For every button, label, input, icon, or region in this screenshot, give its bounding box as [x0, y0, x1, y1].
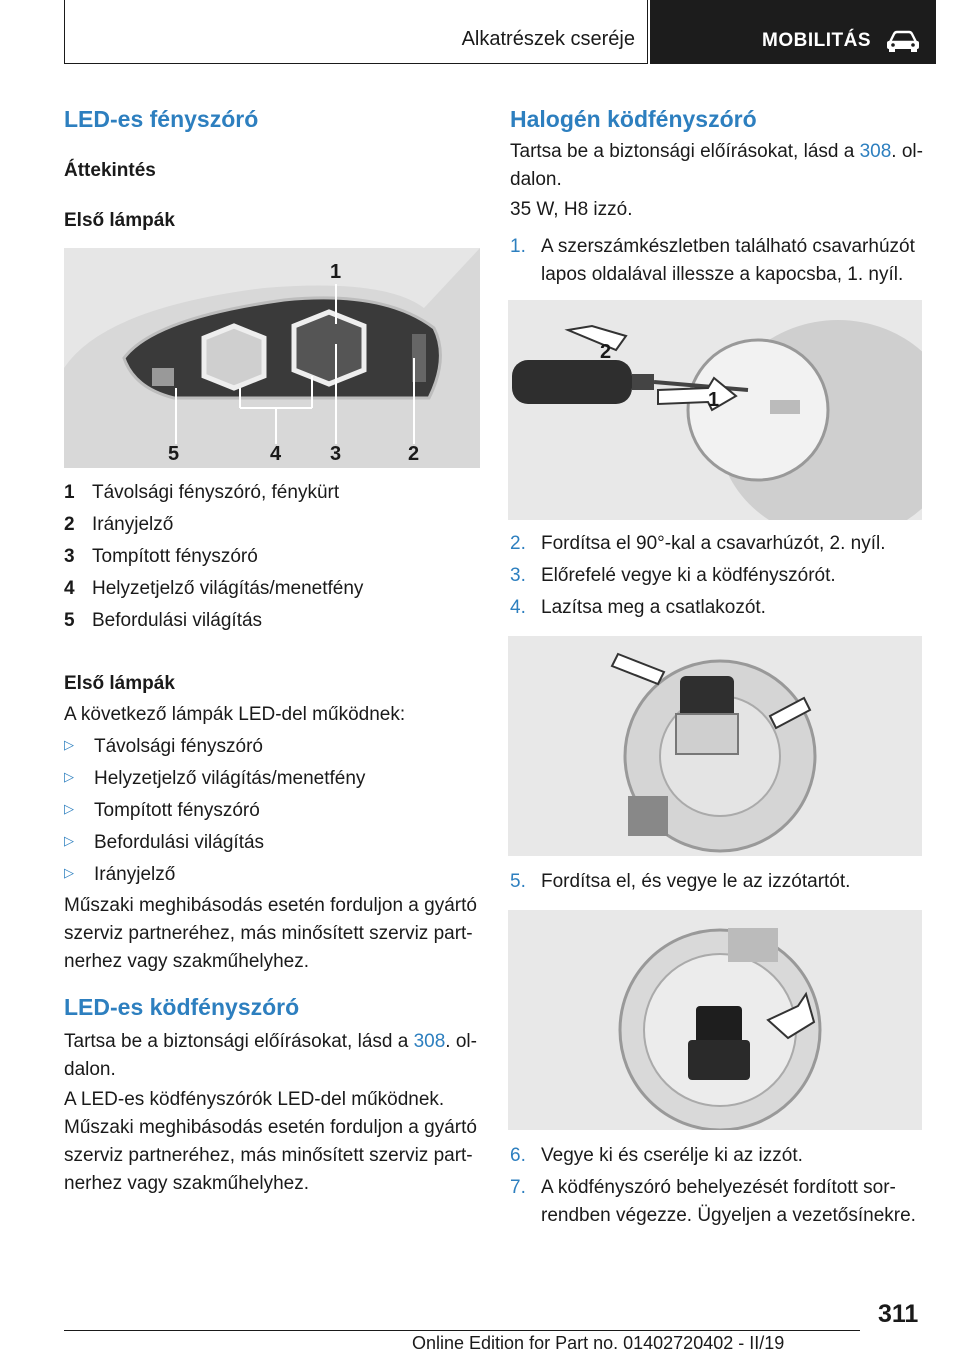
step-text: A szerszámkészletben található csavarhúzót — [541, 236, 915, 257]
led-fog-note: A LED-es ködfényszórók LED-del működnek. — [64, 1089, 445, 1110]
step-text: Fordítsa el, és vegye le az izzótartót. — [541, 871, 851, 892]
footer-divider — [64, 1330, 860, 1331]
safety-text: Tartsa be a biztonsági előírásokat, lásd a — [64, 1031, 414, 1052]
headlight-figure — [64, 248, 480, 468]
triangle-bullet-icon: ▷ — [64, 737, 74, 752]
triangle-bullet-icon: ▷ — [64, 801, 74, 816]
step-text: rendben végezze. Ügyeljen a vezetősínekre. — [541, 1205, 916, 1226]
screwdriver-illustration — [508, 300, 922, 520]
bulb-spec: 35 W, H8 izzó. — [510, 199, 633, 220]
page-number: 311 — [878, 1300, 919, 1328]
legend-number: 4 — [64, 578, 75, 599]
list-item-text: Irányjelző — [94, 864, 176, 885]
headlight-illustration — [64, 248, 480, 468]
triangle-bullet-icon: ▷ — [64, 833, 74, 848]
bulb-holder-figure — [508, 910, 922, 1130]
service-note-line: szerviz partneréhez, más minősített szerviz part- — [64, 923, 473, 944]
car-icon — [886, 30, 920, 52]
safety-text: Tartsa be a biztonsági előírásokat, lásd a — [510, 141, 860, 162]
service-note-line: nerhez vagy szakműhelyhez. — [64, 1173, 310, 1194]
callout-1: 1 — [708, 389, 720, 411]
service-note-line: szerviz partneréhez, más minősített szerviz part- — [64, 1145, 473, 1166]
safety-text-line2: dalon. — [510, 169, 562, 190]
screwdriver-figure — [508, 300, 922, 520]
callout-2: 2 — [408, 443, 420, 465]
heading-led-headlight: LED-es fényszóró — [64, 106, 259, 132]
chapter-tab — [650, 0, 936, 64]
safety-text-end: . ol- — [445, 1031, 477, 1052]
led-intro: A következő lámpák LED-del működnek: — [64, 704, 406, 725]
step-text: Lazítsa meg a csatlakozót. — [541, 597, 766, 618]
callout-3: 3 — [330, 443, 342, 465]
step-text: A ködfényszóró behelyezését fordított sor- — [541, 1177, 896, 1198]
step-text: Előrefelé vegye ki a ködfényszórót. — [541, 565, 836, 586]
step-number: 2. — [510, 533, 526, 554]
safety-text-end: . ol- — [891, 141, 923, 162]
legend-text: Tompított fényszóró — [92, 546, 258, 567]
connector-illustration — [508, 636, 922, 856]
connector-figure — [508, 636, 922, 856]
service-note-line: Műszaki meghibásodás esetén forduljon a gyártó — [64, 895, 477, 916]
legend-number: 1 — [64, 482, 75, 503]
service-note — [64, 892, 484, 976]
service-note-2 — [64, 1114, 484, 1198]
legend-number: 3 — [64, 546, 75, 567]
step-number: 4. — [510, 597, 526, 618]
step-text: lapos oldalával illessze a kapocsba, 1. nyíl. — [541, 264, 904, 285]
legend-text: Távolsági fényszóró, fénykürt — [92, 482, 340, 503]
step-number: 7. — [510, 1177, 526, 1198]
step-text: Vegye ki és cserélje ki az izzót. — [541, 1145, 803, 1166]
edition-note: Online Edition for Part no. 01402720402 - II/19 — [412, 1333, 785, 1353]
subheading-overview: Áttekintés — [64, 160, 156, 181]
section-title: Alkatrészek cseréje — [461, 28, 635, 50]
list-item-text: Befordulási világítás — [94, 832, 265, 853]
legend-text: Helyzetjelző világítás/menetfény — [92, 578, 364, 599]
step-number: 6. — [510, 1145, 526, 1166]
safety-text-line2: dalon. — [64, 1059, 116, 1080]
step-number: 1. — [510, 236, 526, 257]
legend-text: Befordulási világítás — [92, 610, 263, 631]
list-item-text: Tompított fényszóró — [94, 800, 260, 821]
bulb-holder-illustration — [508, 910, 922, 1130]
legend-number: 5 — [64, 610, 75, 631]
subheading-front-lamps: Első lámpák — [64, 210, 175, 231]
subheading-front-lamps-2: Első lámpák — [64, 673, 175, 694]
service-note-line: nerhez vagy szakműhelyhez. — [64, 951, 310, 972]
heading-halogen-fog: Halogén ködfényszóró — [510, 106, 757, 132]
list-item-text: Helyzetjelző világítás/menetfény — [94, 768, 366, 789]
page-link-308[interactable]: 308 — [859, 141, 892, 162]
callout-5: 5 — [168, 443, 180, 465]
legend-text: Irányjelző — [92, 514, 174, 535]
callout-1: 1 — [330, 261, 342, 283]
legend-number: 2 — [64, 514, 75, 535]
step-text: Fordítsa el 90°-kal a csavarhúzót, 2. nyíl. — [541, 533, 886, 554]
heading-led-fog: LED-es ködfényszóró — [64, 994, 300, 1020]
header-section-box — [64, 0, 648, 64]
callout-4: 4 — [270, 443, 282, 465]
list-item-text: Távolsági fényszóró — [94, 736, 263, 757]
page-link-308[interactable]: 308 — [413, 1031, 446, 1052]
triangle-bullet-icon: ▷ — [64, 865, 74, 880]
callout-2: 2 — [600, 341, 612, 363]
service-note-line: Műszaki meghibásodás esetén forduljon a gyártó — [64, 1117, 477, 1138]
step-number: 5. — [510, 871, 526, 892]
chapter-label: MOBILITÁS — [762, 30, 871, 51]
safety-note-right — [510, 138, 930, 194]
safety-note-left — [64, 1028, 484, 1084]
triangle-bullet-icon: ▷ — [64, 769, 74, 784]
step-number: 3. — [510, 565, 526, 586]
